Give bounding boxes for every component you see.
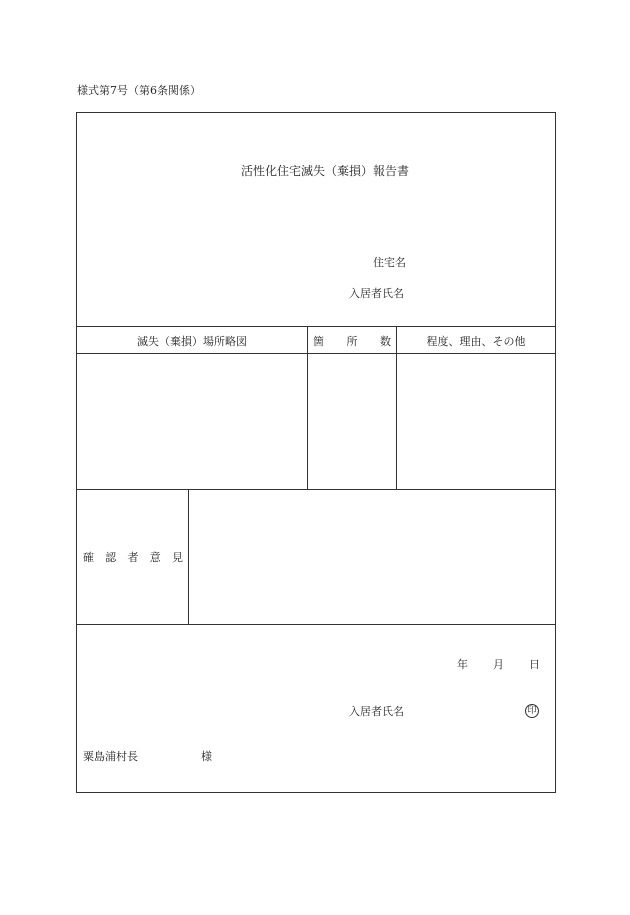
addressee-label: 粟島浦村長 xyxy=(83,750,138,763)
sketch-cell[interactable] xyxy=(78,354,306,488)
form-title: 活性化住宅滅失（棄損）報告書 xyxy=(241,164,410,178)
form-number: 様式第7号（第6条関係） xyxy=(77,84,201,97)
date-year-label: 年 xyxy=(457,658,468,671)
honorific-label: 様 xyxy=(201,750,212,763)
col-sketch-header: 滅失（棄損）場所略図 xyxy=(137,335,247,348)
confirmer-label-char: 認 xyxy=(105,551,117,564)
divider-opinion-bottom xyxy=(77,624,555,625)
date-day-label: 日 xyxy=(529,658,540,671)
col-details-header: 程度、理由、その他 xyxy=(426,335,526,348)
confirmer-opinion-field[interactable] xyxy=(189,490,555,623)
divider-header-bottom xyxy=(77,326,555,327)
house-name-label: 住宅名 xyxy=(373,256,406,269)
col-count-char: 所 xyxy=(346,335,358,348)
col-count-char: 数 xyxy=(380,335,391,348)
details-cell[interactable] xyxy=(397,354,555,488)
footer-resident-name-label: 入居者氏名 xyxy=(349,705,404,718)
col-count-header xyxy=(313,333,391,349)
confirmer-label-char: 確 xyxy=(83,551,94,564)
confirmer-opinion-label xyxy=(83,549,183,565)
seal-mark-icon: 印 xyxy=(525,704,539,718)
report-form xyxy=(76,112,556,793)
count-cell[interactable] xyxy=(308,354,395,488)
confirmer-label-char: 者 xyxy=(127,551,139,564)
col-count-char: 箇 xyxy=(313,335,324,348)
confirmer-label-char: 見 xyxy=(172,551,183,564)
confirmer-label-char: 意 xyxy=(149,551,161,564)
date-month-label: 月 xyxy=(493,658,504,671)
resident-name-label: 入居者氏名 xyxy=(349,287,404,300)
